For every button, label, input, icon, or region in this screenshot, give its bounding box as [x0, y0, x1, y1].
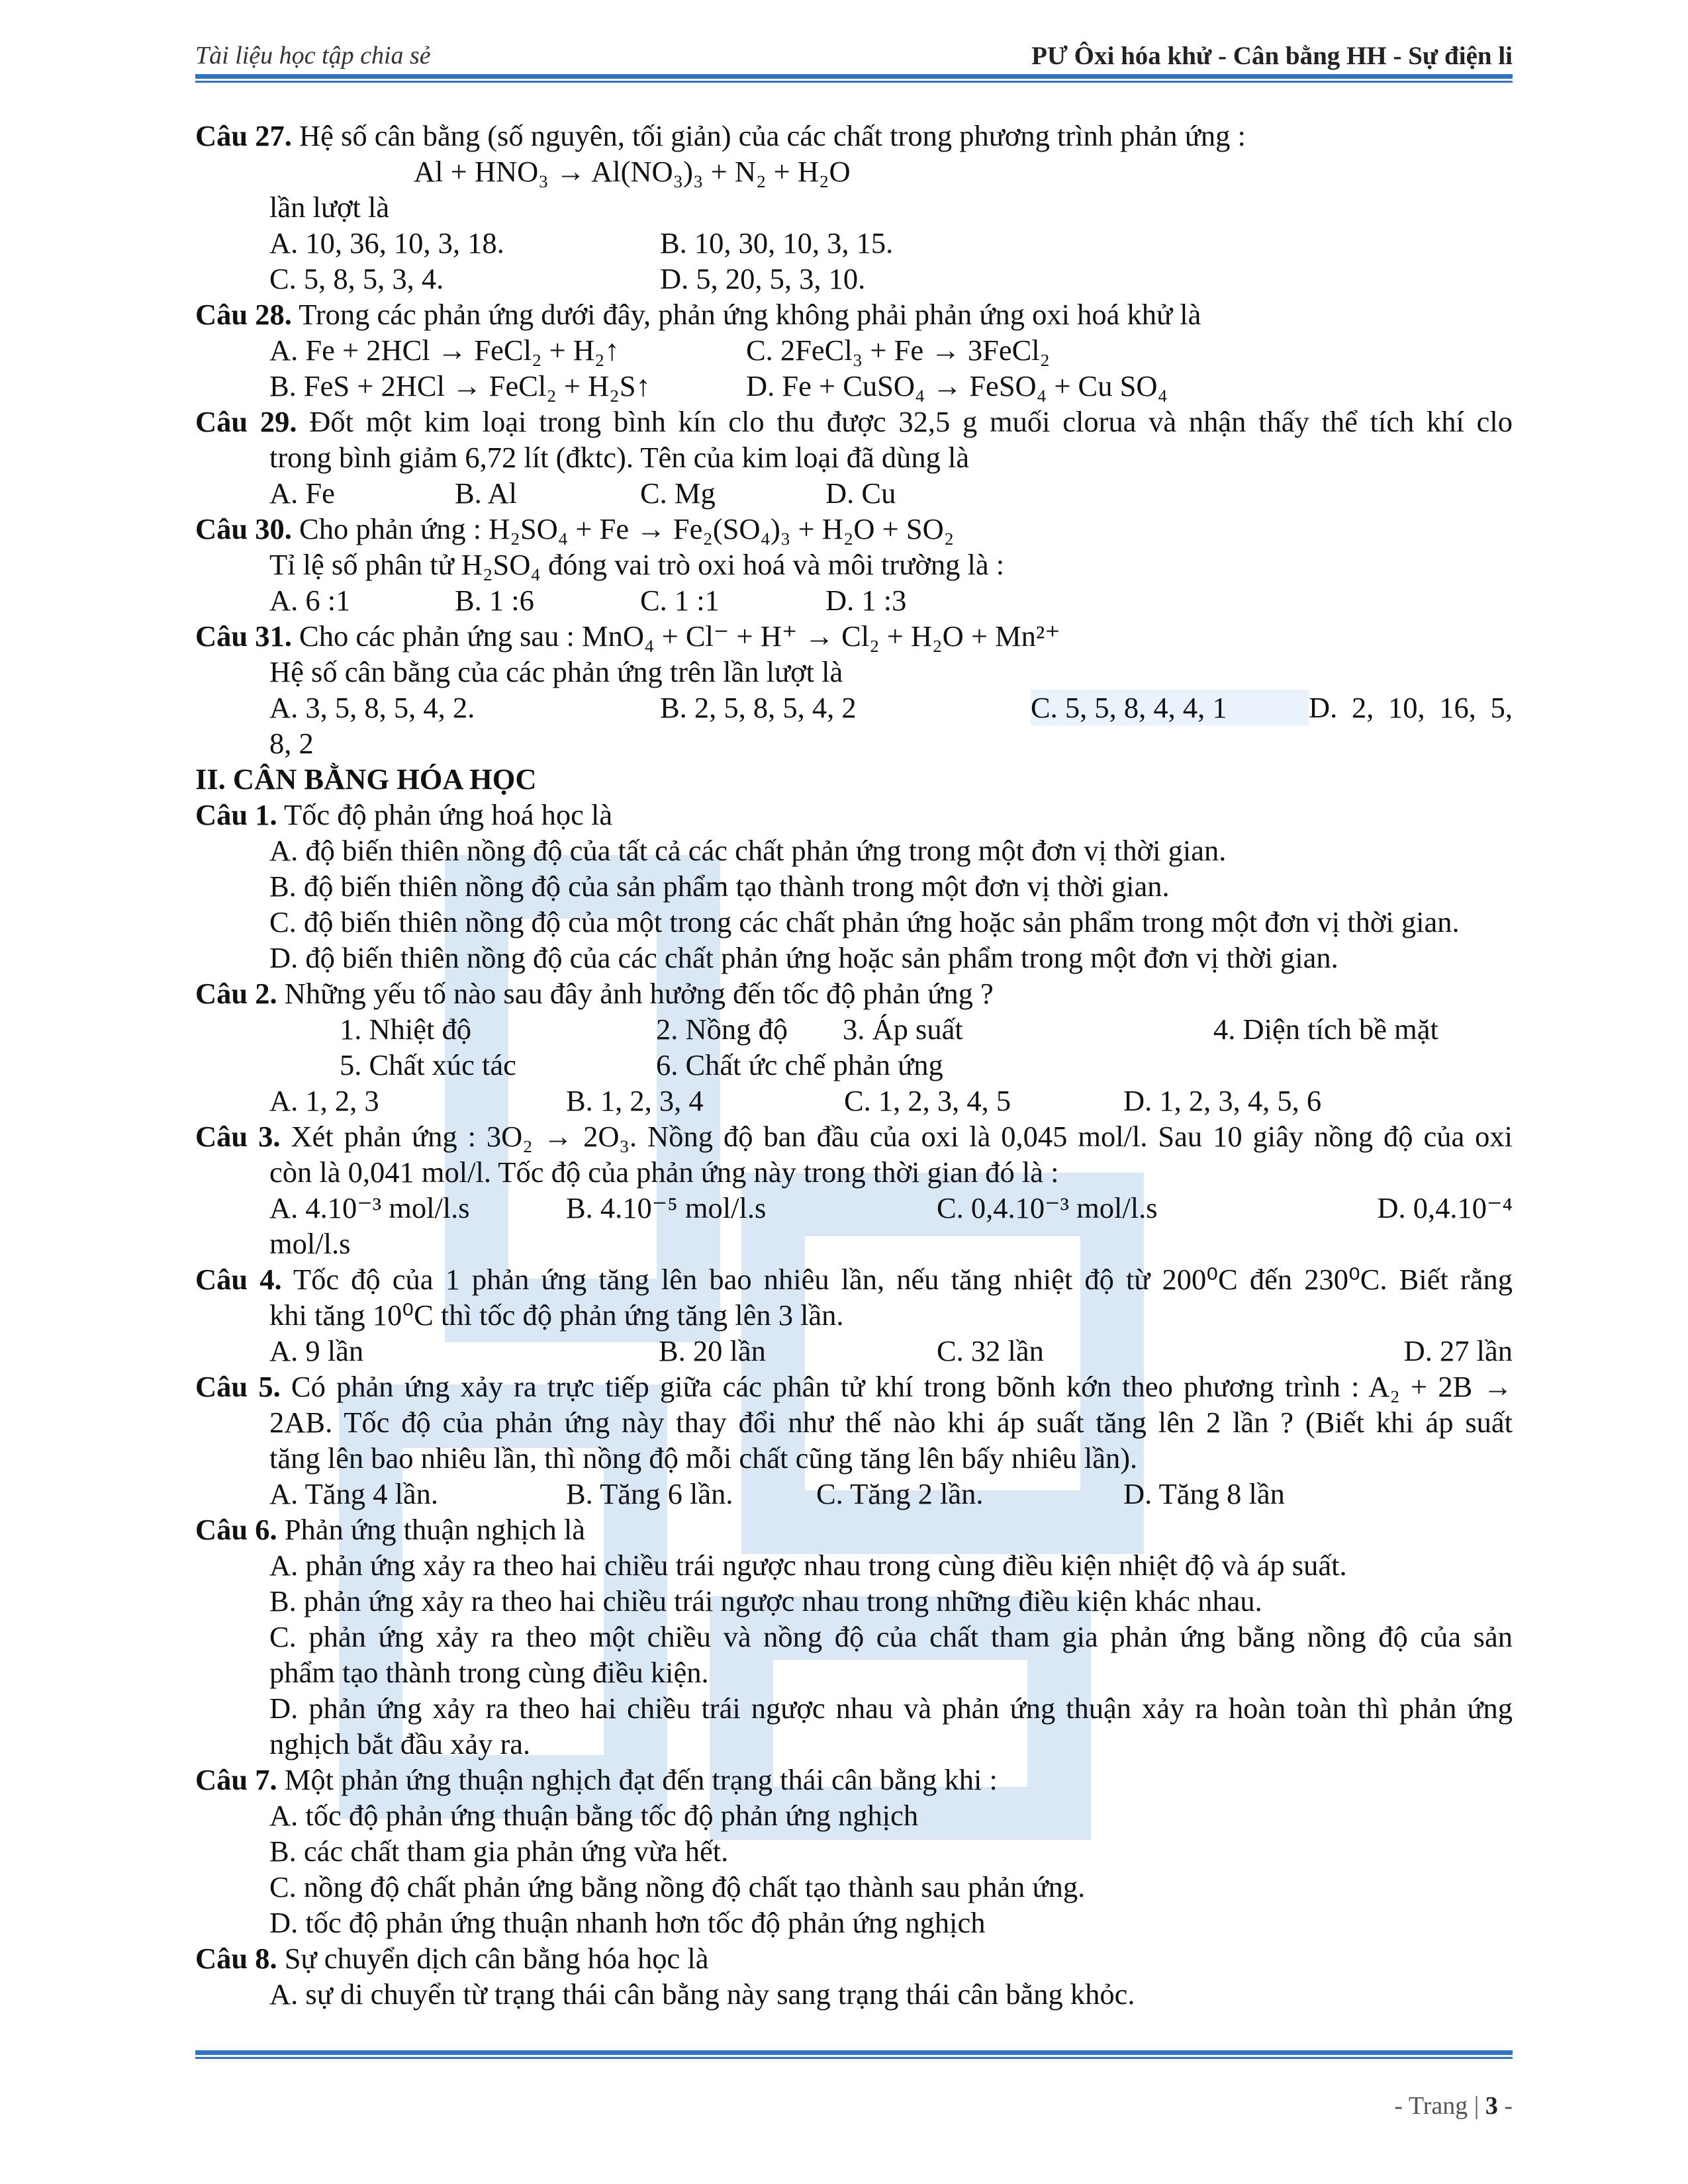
answer-b: B. Al [455, 477, 517, 510]
question-30 [195, 511, 1513, 547]
answer-b: B. FeS + 2HCl → FeCl₂ + H₂S↑ [269, 369, 651, 402]
question-text: Tốc độ phản ứng hoá học là [277, 798, 613, 831]
answer-d: D. 1 :3 [825, 584, 907, 617]
answer-b: B. 2, 5, 8, 5, 4, 2 [660, 691, 857, 724]
answer-continuation: nghịch bắt đầu xảy ra. [269, 1727, 531, 1760]
question-text: Cho các phản ứng sau : MnO₄ + Cl⁻ + H⁺ → Cl₂ + H₂O + Mn²⁺ [291, 619, 1060, 653]
answer-d: D. 1, 2, 3, 4, 5, 6 [1123, 1084, 1322, 1117]
header-right: PƯ Ôxi hóa khử - Cân bằng HH - Sự điện li [1031, 42, 1513, 70]
answer-row [195, 1190, 1513, 1226]
question-text: Hệ số cân bằng (số nguyên, tối giản) của các chất trong phương trình phản ứng : [291, 119, 1246, 152]
answer-a: A. sự di chuyển từ trạng thái cân bằng này sang trạng thái cân bằng khỏc. [269, 1978, 1135, 2011]
answer-row [195, 332, 1513, 368]
question-27 [195, 118, 1513, 154]
answer-c: C. 2FeCl₃ + Fe → 3FeCl₂ [746, 334, 1051, 367]
header-rule-thick [195, 74, 1513, 79]
answer-b: B. 20 lần [659, 1334, 766, 1367]
footer-suffix: - [1497, 2092, 1513, 2120]
question-text: Tốc độ của 1 phản ứng tăng lên bao nhiêu lần, nếu tăng nhiệt độ từ 200⁰C đến 230⁰C. Biết rằng [281, 1263, 1513, 1296]
answer-b: B. 10, 30, 10, 3, 15. [660, 226, 894, 259]
question-label: Câu 8. [195, 1942, 277, 1975]
question-31 [195, 618, 1513, 654]
answer-row [195, 475, 1513, 511]
footer-rule-thin [195, 2057, 1513, 2059]
question-continuation: Hệ số cân bằng của các phản ứng trên lần lượt là [269, 655, 843, 688]
question-2 [195, 976, 1513, 1011]
answer-row [195, 261, 1513, 296]
answer-a: A. phản ứng xảy ra theo hai chiều trái ngược nhau trong cùng điều kiện nhiệt độ và áp suất. [269, 1549, 1347, 1582]
answer-row [195, 1083, 1513, 1118]
factor-5: 5. Chất xúc tác [340, 1048, 516, 1081]
question-text: Những yếu tố nào sau đây ảnh hưởng đến tốc độ phản ứng ? [277, 977, 994, 1010]
question-label: Câu 27. [195, 119, 292, 152]
question-label: Câu 1. [195, 798, 277, 831]
factor-3: 3. Áp suất [843, 1013, 963, 1046]
answer-d: D. 0,4.10⁻⁴ [1377, 1191, 1513, 1224]
factor-4: 4. Diện tích bề mặt [1213, 1013, 1438, 1046]
footer-rule-thick [195, 2050, 1513, 2055]
answer-c: C. nồng độ chất phản ứng bằng nồng độ chất tạo thành sau phản ứng. [269, 1870, 1086, 1903]
question-6 [195, 1512, 1513, 1547]
answer-c: C. phản ứng xảy ra theo một chiều và nồng độ của chất tham gia phản ứng bằng nồng độ của sản [269, 1620, 1513, 1653]
answer-c: C. 5, 8, 5, 3, 4. [269, 262, 444, 295]
question-label: Câu 3. [195, 1120, 281, 1153]
answer-b: B. 1 :6 [455, 584, 534, 617]
answer-b: B. phản ứng xảy ra theo hai chiều trái ngược nhau trong những điều kiện khác nhau. [269, 1584, 1262, 1617]
factor-row [195, 1047, 1513, 1083]
answer-d: D. Tăng 8 lần [1123, 1477, 1285, 1510]
answer-b: B. 4.10⁻⁵ mol/l.s [566, 1191, 767, 1224]
answer-continuation: phẩm tạo thành trong cùng điều kiện. [269, 1656, 709, 1689]
header-rule-thin [195, 81, 1513, 83]
answer-c: C. Tăng 2 lần. [816, 1477, 984, 1510]
document-body [195, 118, 1513, 2012]
answer-c: C. 0,4.10⁻³ mol/l.s [937, 1191, 1158, 1224]
answer-a: A. 4.10⁻³ mol/l.s [269, 1191, 470, 1224]
answer-a: A. 3, 5, 8, 5, 4, 2. [269, 691, 475, 724]
answer-a: A. độ biến thiên nồng độ của tất cả các chất phản ứng trong một đơn vị thời gian. [269, 834, 1227, 867]
question-continuation: còn là 0,041 mol/l. Tốc độ của phản ứng này trong thời gian đó là : [269, 1156, 1059, 1189]
factor-6: 6. Chất ức chế phản ứng [656, 1048, 943, 1081]
answer-a: A. Fe + 2HCl → FeCl₂ + H₂↑ [269, 334, 620, 367]
question-text: Có phản ứng xảy ra trực tiếp giữa các phân tử khí trong bõnh kớn theo phương trình : A₂ + 2B → [280, 1370, 1513, 1403]
answer-a: A. 10, 36, 10, 3, 18. [269, 226, 504, 259]
answer-continuation: mol/l.s [269, 1227, 351, 1260]
question-text: Cho phản ứng : H₂SO₄ + Fe → Fe₂(SO₄)₃ + H₂O + SO₂ [291, 512, 955, 545]
answer-row [195, 582, 1513, 618]
question-continuation: lần lượt là [269, 191, 390, 224]
section-title: II. CÂN BẰNG HÓA HỌC [195, 762, 537, 796]
factor-row [195, 1011, 1513, 1047]
question-text: Một phản ứng thuận nghịch đạt đến trạng thái cân bằng khi : [277, 1763, 998, 1796]
question-continuation: Tỉ lệ số phân tử H₂SO₄ đóng vai trò oxi hoá và môi trường là : [269, 548, 1005, 581]
question-text: Xét phản ứng : 3O₂ → 2O₃. Nồng độ ban đầu của oxi là 0,045 mol/l. Sau 10 giây nồng độ của oxi [280, 1120, 1513, 1153]
question-5 [195, 1369, 1513, 1404]
question-3 [195, 1118, 1513, 1154]
answer-c: C. 1, 2, 3, 4, 5 [844, 1084, 1011, 1117]
answer-row [195, 690, 1513, 725]
answer-a: A. Fe [269, 477, 335, 510]
answer-d: D. phản ứng xảy ra theo hai chiều trái ngược nhau và phản ứng thuận xảy ra hoàn toàn thì phản ứng [269, 1692, 1513, 1725]
answer-d: D. độ biến thiên nồng độ của các chất phản ứng hoặc sản phẩm trong một đơn vị thời gian. [269, 941, 1338, 974]
factor-1: 1. Nhiệt độ [340, 1013, 471, 1046]
question-label: Câu 2. [195, 977, 277, 1010]
answer-c: C. 5, 5, 8, 4, 4, 1 [1031, 690, 1309, 725]
factor-2: 2. Nồng độ [656, 1013, 788, 1046]
question-label: Câu 5. [195, 1370, 281, 1403]
question-label: Câu 28. [195, 298, 292, 331]
answer-b: B. các chất tham gia phản ứng vừa hết. [269, 1835, 729, 1868]
question-label: Câu 7. [195, 1763, 277, 1796]
answer-a: A. tốc độ phản ứng thuận bằng tốc độ phản ứng nghịch [269, 1799, 919, 1832]
question-continuation: tăng lên bao nhiêu lần, thì nồng độ mỗi chất cũng tăng lên bấy nhiêu lần). [269, 1441, 1138, 1475]
question-28 [195, 296, 1513, 332]
answer-d: D. 27 lần [1403, 1334, 1513, 1367]
answer-d: D. Cu [825, 477, 896, 510]
answer-row [195, 1333, 1513, 1369]
answer-b: B. 1, 2, 3, 4 [566, 1084, 704, 1117]
answer-d: D. tốc độ phản ứng thuận nhanh hơn tốc độ phản ứng nghịch [269, 1906, 986, 1939]
answer-continuation: 8, 2 [269, 727, 314, 760]
question-label: Câu 4. [195, 1263, 282, 1296]
question-label: Câu 29. [195, 405, 297, 438]
answer-row [195, 368, 1513, 404]
question-7 [195, 1762, 1513, 1797]
answer-d: D. Fe + CuSO₄ → FeSO₄ + Cu SO₄ [746, 369, 1168, 402]
answer-d: D. 2, 10, 16, 5, [1309, 691, 1513, 724]
answer-a: A. 9 lần [269, 1334, 364, 1367]
question-continuation: 2AB. Tốc độ của phản ứng này thay đổi như thế nào khi áp suất tăng lên 2 lần ? (Biết khi áp suất [269, 1406, 1513, 1439]
question-continuation: khi tăng 10⁰C thì tốc độ phản ứng tăng lên 3 lần. [269, 1298, 844, 1332]
answer-a: A. 1, 2, 3 [269, 1084, 379, 1117]
page-number: 3 [1485, 2092, 1498, 2120]
answer-c: C. Mg [640, 477, 716, 510]
question-4 [195, 1261, 1513, 1297]
answer-c: C. độ biến thiên nồng độ của một trong các chất phản ứng hoặc sản phẩm trong một đơn vị thời gian. [269, 905, 1460, 938]
answer-c: C. 32 lần [937, 1334, 1044, 1367]
answer-row [195, 1476, 1513, 1512]
question-label: Câu 31. [195, 619, 292, 653]
question-29 [195, 404, 1513, 439]
answer-b: B. độ biến thiên nồng độ của sản phẩm tạo thành trong một đơn vị thời gian. [269, 870, 1170, 903]
page-footer [1394, 2091, 1513, 2120]
answer-d: D. 5, 20, 5, 3, 10. [660, 262, 866, 295]
question-label: Câu 6. [195, 1513, 277, 1546]
question-text: Phản ứng thuận nghịch là [277, 1513, 585, 1546]
answer-c: C. 1 :1 [640, 584, 720, 617]
answer-a: A. 6 :1 [269, 584, 351, 617]
question-text: Trong các phản ứng dưới đây, phản ứng không phải phản ứng oxi hoá khử là [291, 298, 1201, 331]
equation: Al + HNO₃ → Al(NO₃)₃ + N₂ + H₂O [414, 155, 851, 188]
question-1 [195, 797, 1513, 833]
answer-b: B. Tăng 6 lần. [566, 1477, 733, 1510]
question-text: Đốt một kim loại trong bình kín clo thu được 32,5 g muối clorua và nhận thấy thể tích khí clo [297, 405, 1513, 438]
footer-prefix: - Trang | [1394, 2092, 1485, 2120]
question-continuation: trong bình giảm 6,72 lít (đktc). Tên của kim loại đã dùng là [269, 441, 970, 474]
question-label: Câu 30. [195, 512, 292, 545]
question-text: Sự chuyển dịch cân bằng hóa học là [277, 1942, 709, 1975]
answer-row [195, 225, 1513, 261]
header-left: Tài liệu học tập chia sẻ [195, 42, 431, 69]
question-8 [195, 1940, 1513, 1976]
answer-a: A. Tăng 4 lần. [269, 1477, 439, 1510]
